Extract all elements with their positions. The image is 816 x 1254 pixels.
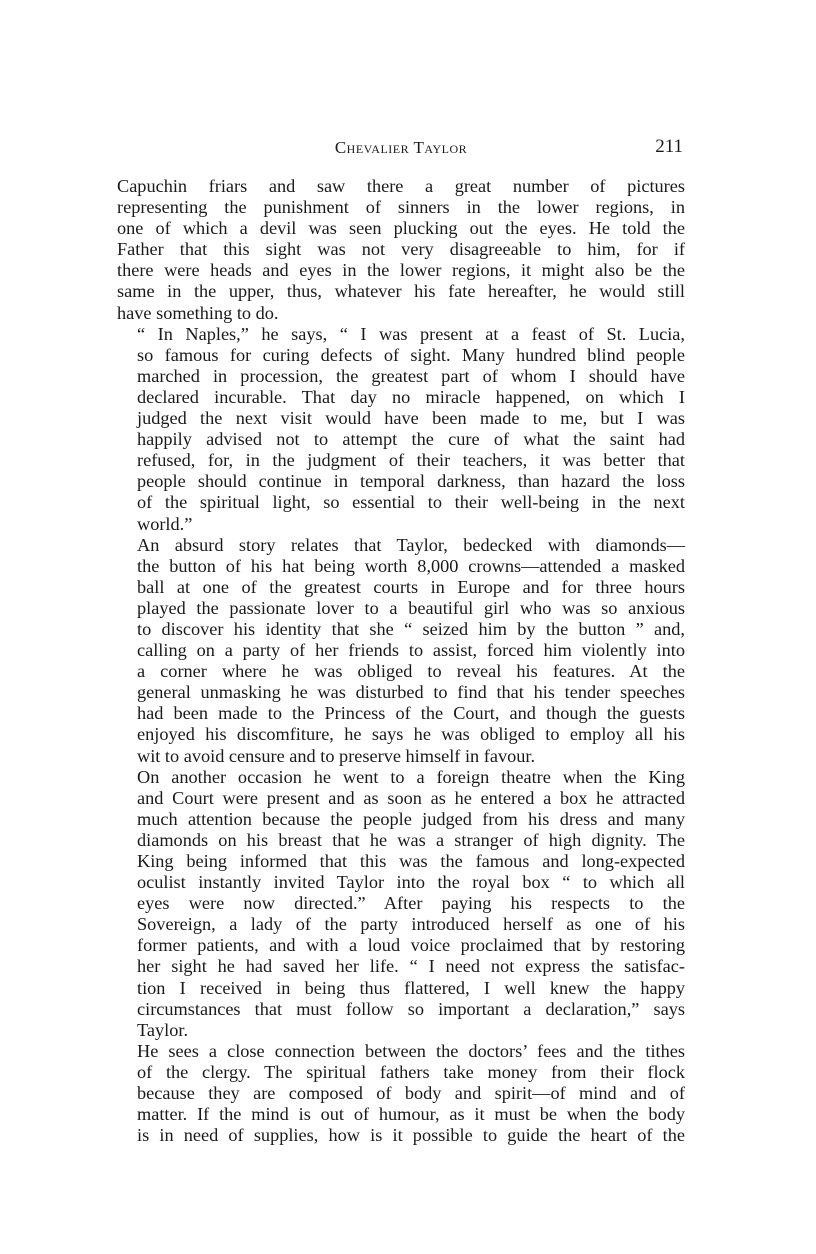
text-line: happily advised not to attempt the cure of what the saint had xyxy=(137,429,685,450)
text-line: much attention because the people judged from his dress and many xyxy=(137,808,685,829)
text-line: so famous for curing defects of sight. Many hundred blind people xyxy=(137,344,685,365)
text-line: had been made to the Princess of the Court, and though the guests xyxy=(137,703,685,724)
text-line: An absurd story relates that Taylor, bedecked with diamonds— xyxy=(137,534,685,555)
paragraph xyxy=(117,176,685,324)
text-line: tion I received in being thus flattered, I well knew the happy xyxy=(137,977,685,998)
text-line: a corner where he was obliged to reveal his features. At the xyxy=(137,661,685,682)
text-line: refused, for, in the judgment of their teachers, it was better that xyxy=(137,450,685,471)
text-line: “ In Naples,” he says, “ I was present at a feast of St. Lucia, xyxy=(137,323,685,344)
text-line: diamonds on his breast that he was a stranger of high dignity. The xyxy=(137,829,685,850)
body-text xyxy=(117,176,685,1146)
text-line: general unmasking he was disturbed to find that his tender speeches xyxy=(137,682,685,703)
text-line: Taylor. xyxy=(137,1019,189,1040)
text-line: circumstances that must follow so important a declaration,” says xyxy=(137,998,685,1019)
text-line: declared incurable. That day no miracle happened, on which I xyxy=(137,386,685,407)
text-line: because they are composed of body and spirit—of mind and of xyxy=(137,1083,685,1104)
text-line: people should continue in temporal darkness, than hazard the loss xyxy=(137,471,685,492)
text-line: calling on a party of her friends to assist, forced him violently into xyxy=(137,640,685,661)
text-line: same in the upper, thus, whatever his fate hereafter, he would still xyxy=(117,281,685,302)
text-line: have something to do. xyxy=(117,302,279,323)
text-line: On another occasion he went to a foreign theatre when the King xyxy=(137,766,685,787)
text-line: matter. If the mind is out of humour, as it must be when the body xyxy=(137,1104,685,1125)
text-line: King being informed that this was the famous and long-expected xyxy=(137,851,685,871)
text-line: oculist instantly invited Taylor into the royal box “ to which all xyxy=(137,872,685,893)
text-line: of the spiritual light, so essential to their well-being in the next xyxy=(137,492,685,513)
text-line: marched in procession, the greatest part of whom I should have xyxy=(137,365,685,386)
text-line: eyes were now directed.” After paying his respects to the xyxy=(137,893,685,914)
text-line: representing the punishment of sinners in the lower regions, in xyxy=(117,197,685,218)
text-line: is in need of supplies, how is it possible to guide the heart of the xyxy=(137,1125,685,1146)
text-line: world.” xyxy=(137,513,193,534)
text-line: He sees a close connection between the doctors’ fees and the tithes xyxy=(137,1040,685,1061)
paragraph xyxy=(117,535,685,767)
text-line: to discover his identity that she “ seized him by the button ” and, xyxy=(137,618,685,639)
paragraph xyxy=(117,324,685,535)
text-line: judged the next visit would have been made to me, but I was xyxy=(137,408,685,429)
text-line: former patients, and with a loud voice proclaimed that by restoring xyxy=(137,935,685,956)
text-line: of the clergy. The spiritual fathers take money from their flock xyxy=(137,1061,685,1082)
text-line: ball at one of the greatest courts in Europe and for three hours xyxy=(137,576,685,597)
text-line: her sight he had saved her life. “ I need not express the satisfac- xyxy=(137,956,685,977)
running-title: Chevalier Taylor xyxy=(334,138,468,157)
paragraph xyxy=(117,1041,685,1146)
page-number: 211 xyxy=(655,136,683,157)
text-line: enjoyed his discomfiture, he says he was obliged to employ all his xyxy=(137,724,685,745)
text-line: there were heads and eyes in the lower regions, it might also be the xyxy=(117,260,685,281)
text-line: Father that this sight was not very disagreeable to him, for if xyxy=(117,239,685,260)
text-line: one of which a devil was seen plucking out the eyes. He told the xyxy=(117,218,685,239)
text-line: and Court were present and as soon as he entered a box he attracted xyxy=(137,787,685,808)
text-line: wit to avoid censure and to preserve himself in favour. xyxy=(137,745,536,766)
paragraph xyxy=(117,767,685,1041)
text-line: Capuchin friars and saw there a great number of pictures xyxy=(117,176,685,196)
text-line: played the passionate lover to a beautiful girl who was so anxious xyxy=(137,597,685,618)
text-line: the button of his hat being worth 8,000 crowns—attended a masked xyxy=(137,555,685,576)
text-line: Sovereign, a lady of the party introduced herself as one of his xyxy=(137,914,685,935)
running-head xyxy=(117,138,685,164)
book-page xyxy=(117,138,685,1146)
